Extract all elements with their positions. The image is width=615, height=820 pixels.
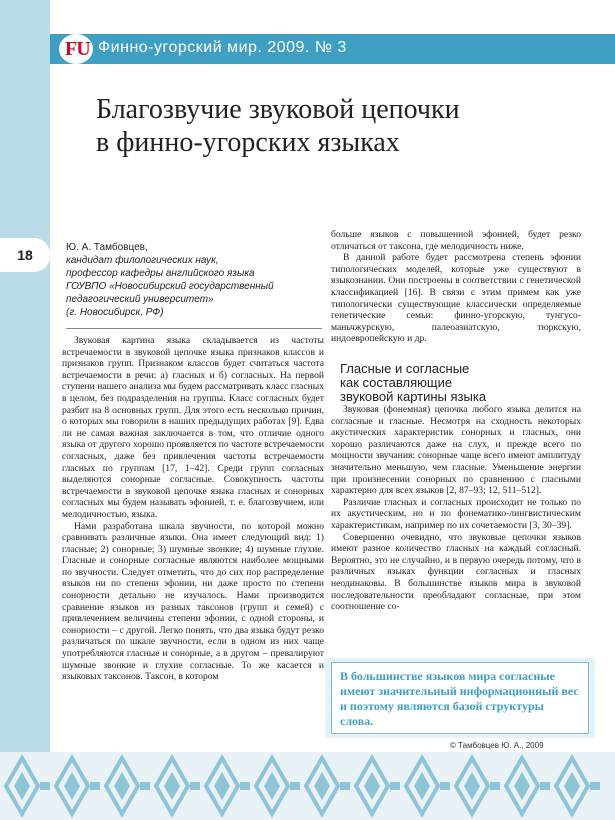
- section-heading-line-1: Гласные и согласные: [340, 361, 470, 376]
- journal-title: Финно-угорский мир. 2009. № 3: [98, 39, 347, 56]
- author-affiliation-2: профессор кафедры английского языка: [66, 268, 255, 279]
- copyright-notice: © Тамбовцев Ю. А., 2009: [450, 741, 544, 750]
- journal-logo-text: FU: [65, 38, 90, 60]
- paragraph: В данной работе будет рассмотрена степень эфонии типологических моделей, которые уже существуют в языкознании. Они построены в соответствии с генетической классификацией [16]. В связи с этим примем как уже типологически существующие классически определяемые генетические семьи: финно-угорскую, тунгусо-маньчжурскую, палеоазиатскую, тюркскую, индоевропейскую и др.: [331, 252, 581, 345]
- page-number: 18: [0, 238, 50, 272]
- author-block: [66, 241, 326, 319]
- article-title-line-2: в финно-угорских языках: [96, 127, 400, 158]
- paragraph: Нами разработана шкала звучности, по которой можно сравнивать различные языки. Она имеет следующий вид: 1) гласные; 2) сонорные; 3) шумные звонкие; 4) шумные глухие. Гласные и сонорные согласные являются наиболее мощными по звучности. Следует отметить, что до сих пор распределение языков ни по степени эфонии, ни даже просто по степени сонорности детально не изучалось. Нами производится сравнение языков из разных таксонов (групп и семей) с привлечением величины степени эфонии, с одной стороны, и сонорности – с другой. Легко понять, что два языка будут резко различаться по шкале звучности, если в одном из них чаще употребляются гласные и сонорные, а в другом – превалируют шумные звонкие и глухие согласные. То же касается и языковых таксонов. Таксон, в котором: [62, 520, 324, 683]
- article-title: [96, 93, 460, 159]
- pullquote: В большинстве языков мира согласные имеют значительный информационный вес и поэтому являются базой структуры слова.: [331, 662, 589, 734]
- author-name: Ю. А. Тамбовцев,: [66, 242, 148, 253]
- author-affiliation-1: кандидат филологических наук,: [66, 255, 219, 266]
- paragraph: Звуковая картина языка складывается из частоты встречаемости в звуковой цепочке языка признаков классов и признаков групп. Признаком классов будет считаться частота встречаемости в речи: а) гласных и б) согласных. На первой ступени нашего анализа мы будем рассматривать класс гласных в целом, без подразделения на группы. Класс согласных будет разбит на 8 основных групп. Для этого есть несколько причин, о которых мы говорили в наших предыдущих работах [9]. Едва ли не самая важная заключается в том, что отличие одного языка от другого хорошо проявляется по частоте встречаемости согласных, даже без привлечения частоты встречаемости гласных по группам [17, 1–42]. Среди групп согласных выделяются сонорные согласные. Совокупность частоты встречаемости в звуковой цепочке языка гласных и сонорных согласных мы будем называть эфонией, т. е. благозвучием, или мелодичностью, языка.: [62, 335, 324, 520]
- paragraph: Звуковая (фонемная) цепочка любого языка делится на согласные и гласные. Несмотря на сходность некоторых акустических характеристик сонорных и гласных, они хорошо различаются даже на слух, и прежде всего по мощности звучания: сонорные чаще всего имеют амплитуду значительно меньшую, чем гласные. Уменьшение энергии при произнесении сонорных по сравнению с гласными характерно для всех языков [2, 87–93; 12, 511–512].: [331, 404, 581, 497]
- folk-ornament-border: [0, 752, 615, 820]
- section-heading: [340, 362, 486, 404]
- section-heading-line-2: как составляющие: [340, 375, 453, 390]
- article-title-line-1: Благозвучие звуковой цепочки: [96, 94, 460, 125]
- section-heading-line-3: звуковой картины языка: [340, 389, 487, 404]
- body-column-1: [62, 335, 324, 683]
- paragraph: больше языков с повышенной эфонией, будет резко отличаться от таксона, где мелодичность ниже.: [331, 229, 581, 252]
- author-divider: [66, 328, 322, 329]
- author-affiliation-3: ГОУВПО «Новосибирский государственный: [66, 281, 274, 292]
- author-affiliation-4: педагогический университет»: [66, 294, 214, 305]
- left-sidebar-band: [0, 0, 50, 752]
- body-column-2-top: [331, 229, 581, 345]
- author-affiliation-5: (г. Новосибирск, РФ): [66, 307, 164, 318]
- paragraph: Совершенно очевидно, что звуковые цепочки языков имеют разное количество гласных на каждый согласный. Вероятно, это не случайно, и в первую очередь потому, что в различных языках функции согласных и гласных неодинаковы. В большинстве языков мира в звуковой последовательности преобладают согласные, при этом соотношение со-: [331, 531, 581, 613]
- body-column-2-bottom: [331, 404, 581, 613]
- paragraph: Различие гласных и согласных происходит не только по их акустическим, но и по фонематико-лингвистическим характеристикам, например по их сочетаемости [3, 30–39].: [331, 496, 581, 531]
